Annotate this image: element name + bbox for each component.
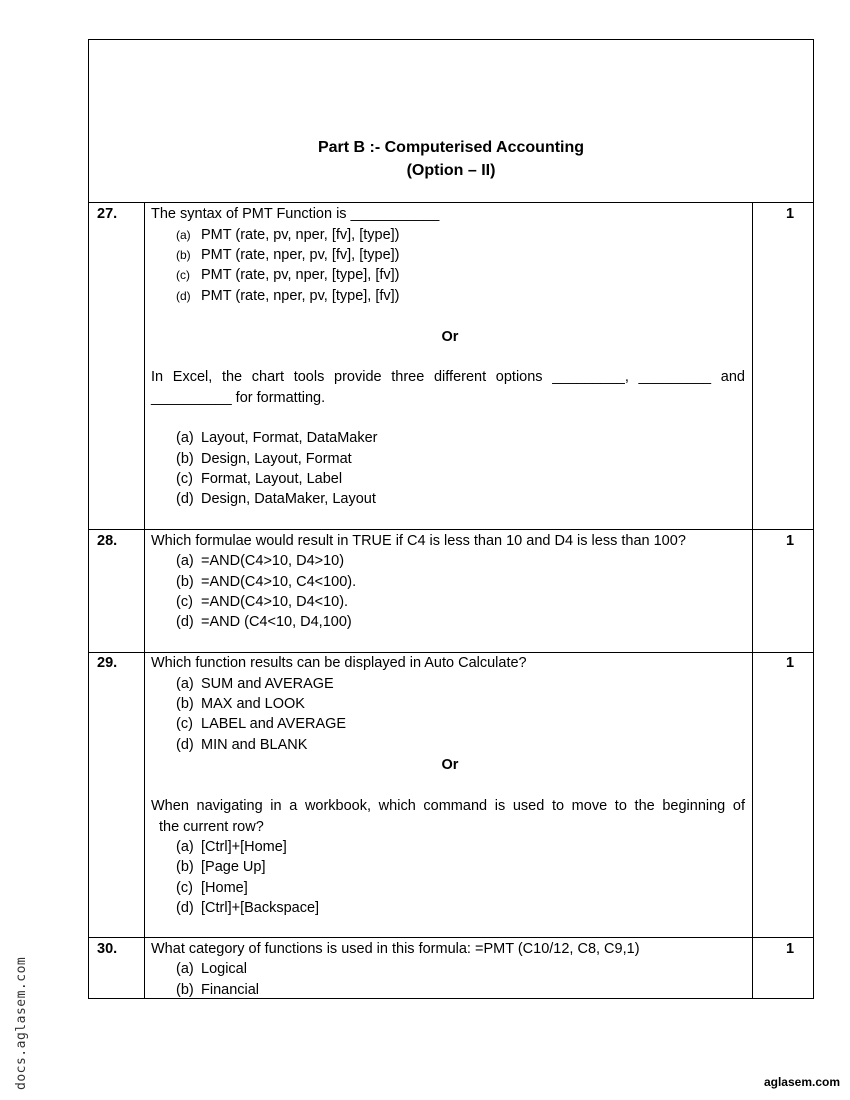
question-alt-text-line: the current row?	[159, 819, 264, 835]
question-text: What category of functions is used in this formula: =PMT (C10/12, C8, C9,1)	[151, 941, 640, 957]
option-label: (d)	[176, 491, 194, 507]
option-label: (c)	[176, 716, 193, 732]
option-label: (b)	[176, 248, 191, 262]
question-table	[88, 39, 814, 999]
option-text: Design, Layout, Format	[201, 451, 352, 467]
option-text: [Page Up]	[201, 859, 266, 875]
question-text: The syntax of PMT Function is ___________	[151, 206, 440, 222]
option	[176, 593, 348, 611]
option-label: (d)	[176, 614, 194, 630]
row-divider	[89, 652, 813, 653]
option	[176, 899, 319, 917]
question-alt-text-line: When navigating in a workbook, which command is used to move to the beginning of	[151, 798, 745, 814]
option-text: =AND(C4>10, C4<100).	[201, 574, 357, 590]
question-marks: 1	[785, 206, 795, 222]
option-label: (c)	[176, 880, 193, 896]
option-text: [Home]	[201, 880, 248, 896]
option-text: =AND(C4>10, D4>10)	[201, 553, 345, 569]
option-text: LABEL and AVERAGE	[201, 716, 347, 732]
option-label: (b)	[176, 574, 194, 590]
option-text: Financial	[201, 982, 260, 998]
option-text: MIN and BLANK	[201, 737, 308, 753]
option	[176, 838, 287, 856]
column-divider-marks	[752, 203, 753, 998]
question-alt-text-line: In Excel, the chart tools provide three different options _________, _________ and	[151, 369, 745, 385]
option-label: (b)	[176, 982, 194, 998]
option-label: (a)	[176, 430, 194, 446]
question-marks: 1	[785, 533, 795, 549]
option-label: (c)	[176, 268, 190, 282]
or-separator: Or	[441, 329, 459, 345]
option-label: (a)	[176, 228, 191, 242]
option-text: =AND (C4<10, D4,100)	[201, 614, 352, 630]
option	[176, 490, 376, 508]
option	[176, 266, 400, 284]
section-header	[89, 40, 813, 203]
option	[176, 736, 307, 754]
option-label: (c)	[176, 594, 193, 610]
footer-brand: aglasem.com	[763, 1075, 840, 1089]
question-number: 28.	[97, 533, 118, 549]
option	[176, 960, 247, 978]
option	[176, 246, 400, 264]
option-label: (d)	[176, 900, 194, 916]
option-text: [Ctrl]+[Backspace]	[201, 900, 320, 916]
option-text: [Ctrl]+[Home]	[201, 839, 287, 855]
option	[176, 715, 346, 733]
option-label: (b)	[176, 451, 194, 467]
option-label: (d)	[176, 737, 194, 753]
question-number: 27.	[97, 206, 118, 222]
row-divider	[89, 529, 813, 530]
option-text: Layout, Format, DataMaker	[201, 430, 378, 446]
option	[176, 695, 305, 713]
question-number: 30.	[97, 941, 118, 957]
option	[176, 613, 352, 631]
question-marks: 1	[785, 655, 795, 671]
side-watermark: docs.aglasem.com	[14, 956, 29, 1090]
question-marks: 1	[785, 941, 795, 957]
section-title: Part B :- Computerised Accounting	[317, 139, 585, 156]
option-text: PMT (rate, pv, nper, [fv], [type])	[201, 227, 400, 243]
option-text: Logical	[201, 961, 247, 977]
or-separator: Or	[441, 757, 459, 773]
row-divider	[89, 937, 813, 938]
option	[176, 981, 259, 999]
option-label: (b)	[176, 859, 194, 875]
section-subtitle: (Option – II)	[406, 162, 496, 179]
option	[176, 552, 344, 570]
option-text: PMT (rate, pv, nper, [type], [fv])	[201, 267, 400, 283]
option-text: SUM and AVERAGE	[201, 676, 334, 692]
option	[176, 879, 248, 897]
option-label: (c)	[176, 471, 193, 487]
option	[176, 675, 334, 693]
option	[176, 287, 400, 305]
option	[176, 226, 400, 244]
option	[176, 470, 342, 488]
option-text: MAX and LOOK	[201, 696, 305, 712]
option-text: Design, DataMaker, Layout	[201, 491, 376, 507]
question-text: Which function results can be displayed in Auto Calculate?	[151, 655, 527, 671]
option-label: (a)	[176, 553, 194, 569]
question-number: 29.	[97, 655, 118, 671]
option-label: (a)	[176, 961, 194, 977]
option-label: (a)	[176, 676, 194, 692]
option-text: Format, Layout, Label	[201, 471, 343, 487]
question-alt-text-line: __________ for formatting.	[151, 390, 326, 406]
option-text: PMT (rate, nper, pv, [type], [fv])	[201, 288, 400, 304]
option	[176, 858, 266, 876]
option-text: PMT (rate, nper, pv, [fv], [type])	[201, 247, 400, 263]
option	[176, 573, 356, 591]
option	[176, 429, 378, 447]
column-divider-number	[144, 203, 145, 998]
option-text: =AND(C4>10, D4<10).	[201, 594, 349, 610]
option-label: (b)	[176, 696, 194, 712]
option-label: (d)	[176, 289, 191, 303]
question-text: Which formulae would result in TRUE if C4 is less than 10 and D4 is less than 100?	[151, 533, 686, 549]
option-label: (a)	[176, 839, 194, 855]
option	[176, 450, 352, 468]
